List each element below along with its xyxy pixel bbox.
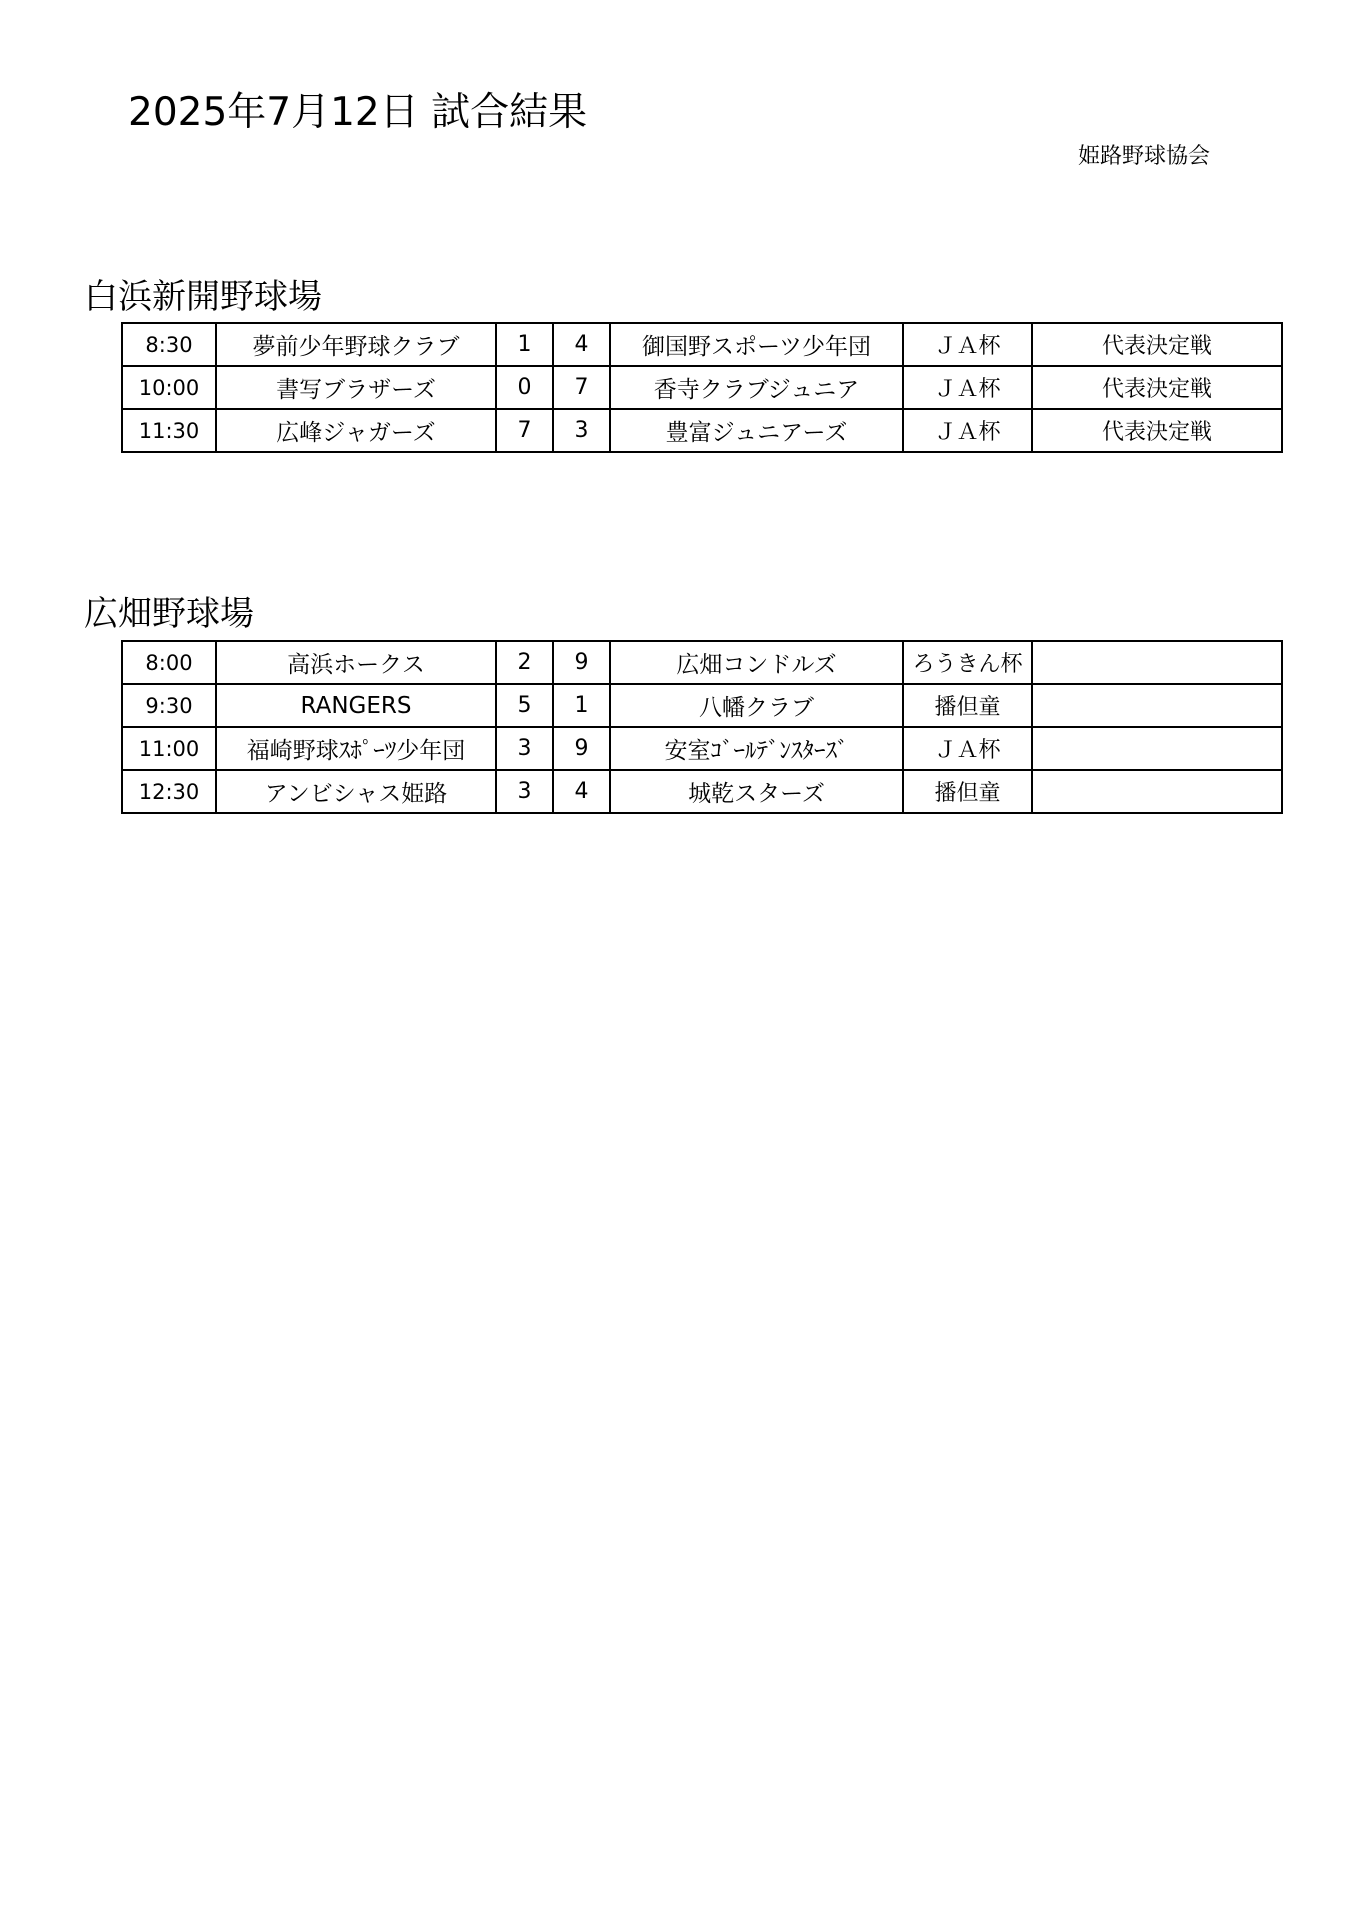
- game-note: [1032, 770, 1282, 813]
- table-row: [122, 770, 1282, 813]
- home-score: 5: [496, 684, 553, 727]
- table-row: [122, 641, 1282, 684]
- home-score: 1: [496, 323, 553, 366]
- game-time: 8:30: [122, 323, 216, 366]
- home-team: 書写ブラザーズ: [216, 366, 496, 409]
- game-note: [1032, 727, 1282, 770]
- home-score: 3: [496, 770, 553, 813]
- game-time: 12:30: [122, 770, 216, 813]
- venue-title-shirahama: 白浜新開野球場: [84, 277, 322, 317]
- tournament-name: ＪＡ杯: [903, 323, 1032, 366]
- game-note: 代表決定戦: [1032, 323, 1282, 366]
- home-team: アンビシャス姫路: [216, 770, 496, 813]
- tournament-name: ＪＡ杯: [903, 727, 1032, 770]
- table-row: [122, 409, 1282, 452]
- away-team: 城乾スターズ: [610, 770, 903, 813]
- game-time: 11:30: [122, 409, 216, 452]
- away-score: 3: [553, 409, 610, 452]
- away-score: 4: [553, 323, 610, 366]
- tournament-name: 播但童: [903, 770, 1032, 813]
- game-time: 8:00: [122, 641, 216, 684]
- tournament-name: ＪＡ杯: [903, 366, 1032, 409]
- tournament-name: ＪＡ杯: [903, 409, 1032, 452]
- home-team: 高浜ホークス: [216, 641, 496, 684]
- away-score: 9: [553, 641, 610, 684]
- table-row: [122, 684, 1282, 727]
- away-score: 1: [553, 684, 610, 727]
- away-score: 9: [553, 727, 610, 770]
- tournament-name: ろうきん杯: [903, 641, 1032, 684]
- away-team: 豊富ジュニアーズ: [610, 409, 903, 452]
- table-row: [122, 366, 1282, 409]
- page-title: 2025年7月12日 試合結果: [128, 90, 588, 135]
- home-score: 2: [496, 641, 553, 684]
- home-team: 福崎野球ｽﾎﾟｰﾂ少年団: [216, 727, 496, 770]
- away-score: 7: [553, 366, 610, 409]
- away-team: 御国野スポーツ少年団: [610, 323, 903, 366]
- home-score: 3: [496, 727, 553, 770]
- results-table-hirohata: [121, 640, 1283, 814]
- game-time: 10:00: [122, 366, 216, 409]
- results-table-shirahama: [121, 322, 1283, 453]
- game-note: 代表決定戦: [1032, 366, 1282, 409]
- away-team: 香寺クラブジュニア: [610, 366, 903, 409]
- home-team: 夢前少年野球クラブ: [216, 323, 496, 366]
- home-team: 広峰ジャガーズ: [216, 409, 496, 452]
- game-time: 11:00: [122, 727, 216, 770]
- away-team: 安室ｺﾞｰﾙﾃﾞﾝｽﾀｰｽﾞ: [610, 727, 903, 770]
- home-team: RANGERS: [216, 684, 496, 727]
- tournament-name: 播但童: [903, 684, 1032, 727]
- away-team: 広畑コンドルズ: [610, 641, 903, 684]
- game-note: [1032, 684, 1282, 727]
- game-note: [1032, 641, 1282, 684]
- organization-name: 姫路野球協会: [1078, 144, 1211, 169]
- table-row: [122, 323, 1282, 366]
- game-note: 代表決定戦: [1032, 409, 1282, 452]
- venue-title-hirohata: 広畑野球場: [84, 594, 254, 634]
- away-score: 4: [553, 770, 610, 813]
- game-time: 9:30: [122, 684, 216, 727]
- home-score: 0: [496, 366, 553, 409]
- home-score: 7: [496, 409, 553, 452]
- away-team: 八幡クラブ: [610, 684, 903, 727]
- table-row: [122, 727, 1282, 770]
